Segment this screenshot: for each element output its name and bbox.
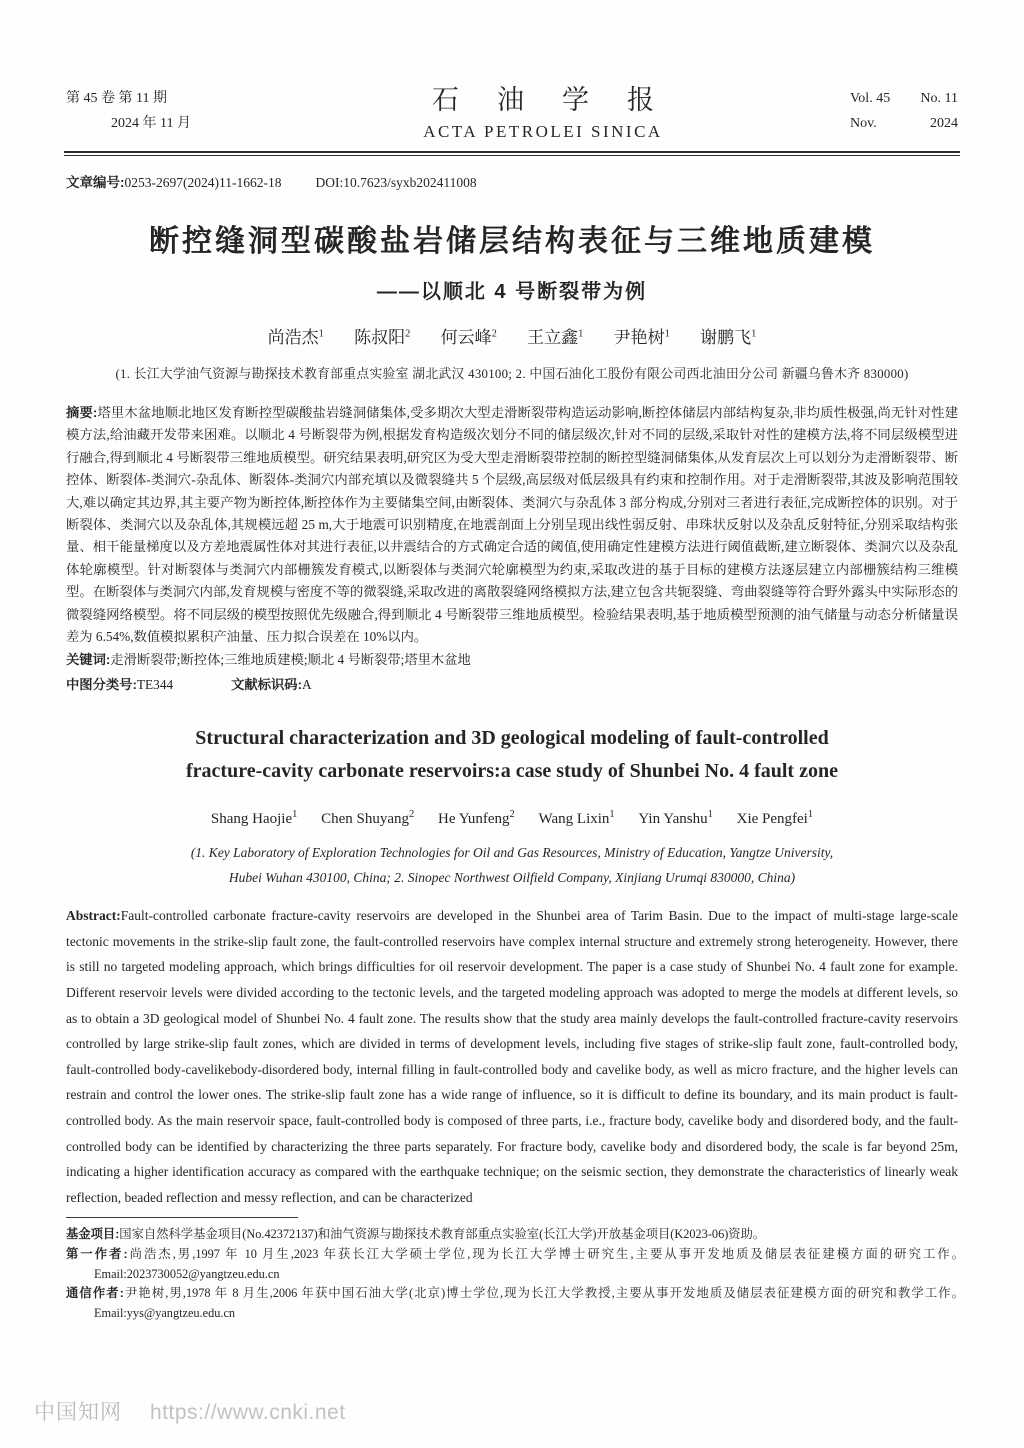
paper-title-en-line2: fracture-cavity carbonate reservoirs:a case study of Shunbei No. 4 fault zone bbox=[186, 760, 838, 783]
author-name: Xie Pengfei bbox=[736, 811, 808, 828]
affiliation-en bbox=[90, 841, 934, 890]
issue-volume-en bbox=[850, 86, 958, 111]
author-affiliation-sup: 1 bbox=[318, 328, 324, 340]
author-affiliation-sup: 2 bbox=[405, 328, 411, 340]
author-cn bbox=[268, 328, 324, 347]
affiliation-cn: (1. 长江大学油气资源与勘探技术教育部重点实验室 湖北武汉 430100; 2. 中国石油化工股份有限公司西北油田分公司 新疆乌鲁木齐 830000) bbox=[115, 367, 909, 381]
affiliation-en-line1: (1. Key Laboratory of Exploration Technologies for Oil and Gas Resources, Ministry of Education, Yangtze University, bbox=[190, 845, 834, 861]
footnote-text: 国家自然科学基金项目(No.42372137)和油气资源与勘探技术教育部重点实验室(长江大学)开放基金项目(K2023-06)资助。 bbox=[119, 1227, 766, 1242]
footnote-label: 基金项目: bbox=[66, 1227, 120, 1242]
author-affiliation-sup: 1 bbox=[751, 328, 757, 340]
authors-en bbox=[66, 809, 958, 828]
author-name: Yin Yanshu bbox=[638, 811, 708, 828]
affiliation-en-line2: Hubei Wuhan 430100, China; 2. Sinopec Northwest Oilfield Company, Xinjiang Urumqi 830000, China) bbox=[228, 869, 796, 885]
journal-masthead bbox=[0, 0, 1024, 142]
issue-info-en bbox=[850, 78, 958, 136]
keywords-label-cn: 关键词: bbox=[66, 652, 111, 668]
issue-info-cn bbox=[66, 78, 236, 136]
paper-title-cn: 断控缝洞型碳酸盐岩储层结构表征与三维地质建模 bbox=[149, 225, 875, 258]
author-en bbox=[211, 811, 297, 827]
author-cn bbox=[700, 328, 756, 347]
abstract-text-en: Fault-controlled carbonate fracture-cavity reservoirs are developed in the Shunbei area of Tarim Basin. Due to the impact of multi-stage large-scale tectonic movements in the strike-slip fault zone, the fault-controlled reservoirs have complex internal structure and extremely strong heterogeneity. However, there is still no targeted modeling approach, which brings difficulties for oil reservoir development. The paper is a case study of Shunbei No. 4 fault zone for example. Different reservoir levels were divided according to the tectonic levels, and the targeted modeling approach was adopted to merge the models at different levels, so as to obtain a 3D geological model of Shunbei No. 4 fault zone. The results show that the study area mainly develops the fault-controlled fracture-cavity reservoirs controlled by large strike-slip fault zones, which are divided in terms of development levels, including five stages of strike-slip fault zone, fault-controlled body, fault-controlled body-cavelikebody-disordered body, internal filling in fault-controlled body and cavelike body, as well as micro fracture, and the higher levels can restrain and control the lower ones. The strike-slip fault zone has a wide range of influence, so it is difficult to define its boundary, and its main product is fault-controlled body. As the main reservoir space, fault-controlled body is composed of three parts, i.e., fracture body, cavelike body and disordered body, and the fault-controlled body can be identified by characterizing the three parts separately. For fracture body, cavelike body and disordered body, the scale is far beyond 25m, indicating a higher identification accuracy as compared with the earthquake technique; on the seismic section, they demonstrate the characteristics of linearly weak reflection, beaded reflection and messy reflection, and can be characterized bbox=[66, 908, 958, 1205]
keywords-text-cn: 走滑断裂带;断控体;三维地质建模;顺北 4 号断裂带;塔里木盆地 bbox=[110, 652, 471, 668]
clc-label: 中图分类号: bbox=[66, 676, 137, 692]
author-en bbox=[737, 811, 813, 827]
author-affiliation-sup: 2 bbox=[491, 328, 497, 340]
abstract-en bbox=[66, 903, 958, 1210]
author-en bbox=[539, 811, 615, 827]
author-en bbox=[321, 811, 414, 827]
author-affiliation-sup: 1 bbox=[609, 809, 615, 821]
author-name: Chen Shuyang bbox=[321, 811, 410, 828]
abstract-cn bbox=[66, 402, 958, 648]
author-cn bbox=[441, 328, 497, 347]
footnotes bbox=[0, 1225, 1024, 1323]
author-affiliation-sup: 1 bbox=[664, 328, 670, 340]
author-affiliation-sup: 1 bbox=[292, 809, 298, 821]
issue-date-en bbox=[850, 111, 958, 136]
month-en: Nov. bbox=[850, 116, 877, 131]
footnote-funding bbox=[66, 1225, 964, 1245]
cnki-url: https://www.cnki.net bbox=[150, 1401, 346, 1424]
footnote-first-author bbox=[66, 1245, 964, 1284]
author-name: 谢鹏飞 bbox=[700, 328, 752, 347]
journal-name-en: ACTA PETROLEI SINICA bbox=[423, 122, 663, 141]
number-en: No. 11 bbox=[920, 91, 958, 106]
author-cn bbox=[354, 328, 410, 347]
author-name: 王立鑫 bbox=[527, 328, 579, 347]
footnote-divider bbox=[66, 1217, 298, 1218]
footnote-text: 尹艳树,男,1978 年 8 月生,2006 年获中国石油大学(北京)博士学位,现为长江大学教授,主要从事开发地质及储层表征建模方面的研究和教学工作。Email:yys@yangtzeu.edu.cn bbox=[94, 1286, 964, 1320]
doc-code-value: A bbox=[302, 676, 312, 692]
keywords-cn bbox=[66, 649, 958, 671]
author-en bbox=[438, 811, 515, 827]
author-name: Shang Haojie bbox=[210, 811, 293, 828]
author-name: Wang Lixin bbox=[538, 811, 610, 828]
author-affiliation-sup: 1 bbox=[578, 328, 584, 340]
issue-volume-cn: 第 45 卷 第 11 期 bbox=[66, 91, 167, 106]
doi: DOI:10.7623/syxb202411008 bbox=[315, 175, 477, 190]
journal-title-block bbox=[236, 78, 850, 142]
cnki-logo-text: 中国知网 bbox=[34, 1401, 122, 1424]
author-cn bbox=[614, 328, 670, 347]
doc-code-label: 文献标识码: bbox=[231, 676, 303, 692]
article-meta bbox=[66, 171, 958, 191]
paper-title-en-line1: Structural characterization and 3D geological modeling of fault-controlled bbox=[195, 727, 829, 750]
paper-title-en bbox=[66, 722, 958, 788]
article-number-label: 文章编号: bbox=[66, 175, 125, 190]
abstract-label-cn: 摘要: bbox=[66, 405, 98, 420]
abstract-label-en: Abstract: bbox=[66, 908, 121, 924]
author-name: 尚浩杰 bbox=[267, 328, 319, 347]
cnki-watermark bbox=[34, 1396, 346, 1426]
masthead-divider bbox=[64, 151, 960, 156]
author-name: 陈叔阳 bbox=[354, 328, 406, 347]
clc-value: TE344 bbox=[136, 676, 174, 692]
author-name: 尹艳树 bbox=[613, 328, 665, 347]
author-name: 何云峰 bbox=[440, 328, 492, 347]
authors-cn bbox=[66, 323, 958, 348]
author-en bbox=[638, 811, 712, 827]
author-affiliation-sup: 1 bbox=[807, 809, 814, 821]
footnote-label: 通信作者: bbox=[66, 1286, 124, 1301]
abstract-text-cn: 塔里木盆地顺北地区发育断控型碳酸盐岩缝洞储集体,受多期次大型走滑断裂带构造运动影响,断控体储层内部结构复杂,非均质性极强,尚无针对性建模方法,给油藏开发带来困难。以顺北 4 号断裂带为例,根据发育构造级次划分不同的储层级次,针对不同的层级,采取针对性的建模方法,将不同层级模型进行融合,得到顺北 4 号断裂带三维地质模型。研究结果表明,研究区为受大型走滑断裂带控制的断控型缝洞储集体,从发育层次上可以划分为走滑断裂带、断控体、断裂体-类洞穴-杂乱体、断裂体-类洞穴内部充填以及微裂缝共 5 个层级,高层级对低层级具有约束和控制作用。对于走滑断裂带,其波及影响范围较大,难以确定其边界,其主要产物为断控体,断控体作为主要储集空间,由断裂体、类洞穴与杂乱体 3 部分构成,分别对三者进行表征,完成断控体的识别。对于断裂体、类洞穴以及杂乱体,其规模远超 25 m,大于地震可识别精度,在地震剖面上分别呈现出线性弱反射、串珠状反射以及杂乱反射特征,分别采取结构张量、相干能量梯度以及方差地震属性体对其进行表征,以井震结合的方式确定合适的阈值,使用确定性建模方法进行阈值截断,建立断裂体、类洞穴以及杂乱体轮廓模型。针对断裂体与类洞穴内部栅簇发育模式,以断裂体与类洞穴轮廓模型为约束,采取改进的基于目标的建模方法逐层建立内部栅簇结构三维模型。在断裂体与类洞穴内部,发育规模与密度不等的微裂缝,采取改进的离散裂缝网络模拟方法,建立包含共轭裂缝、弯曲裂缝等符合野外露头中实际形态的微裂缝网络模型。将不同层级的模型按照优先级融合,得到顺北 4 号断裂带三维地质模型。检验结果表明,基于地质模型预测的油气储量与动态分析储量误差为 6.54%,数值模拟累积产油量、压力拟合误差在 10%以内。 bbox=[66, 405, 958, 645]
author-affiliation-sup: 2 bbox=[409, 809, 415, 821]
journal-name-cn: 石油学报 bbox=[432, 85, 692, 115]
author-affiliation-sup: 2 bbox=[509, 809, 515, 821]
footnote-text: 尚浩杰,男,1997 年 10 月生,2023 年获长江大学硕士学位,现为长江大学博士研究生,主要从事开发地质及储层表征建模方面的研究工作。Email:2023730052@yangtzeu.edu.cn bbox=[94, 1247, 964, 1281]
author-name: He Yunfeng bbox=[438, 811, 510, 828]
classification-line bbox=[66, 674, 958, 696]
volume-en: Vol. 45 bbox=[850, 91, 891, 106]
author-cn bbox=[527, 328, 583, 347]
year-en: 2024 bbox=[930, 116, 958, 131]
paper-subtitle-cn: ——以顺北 4 号断裂带为例 bbox=[376, 281, 648, 303]
footnote-label: 第一作者: bbox=[66, 1247, 128, 1261]
footnote-corresponding-author bbox=[66, 1284, 964, 1323]
issue-date-cn: 2024 年 11 月 bbox=[111, 116, 191, 131]
article-number: 0253-2697(2024)11-1662-18 bbox=[124, 175, 282, 190]
author-affiliation-sup: 1 bbox=[707, 809, 713, 821]
